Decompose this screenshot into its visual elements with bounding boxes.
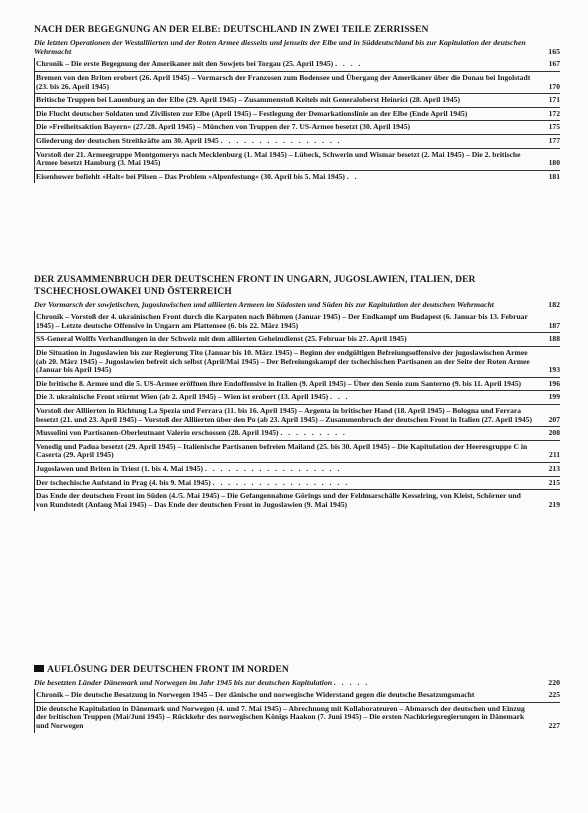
entry-page: 172 (548, 108, 560, 118)
entry-text: Eisenhower befiehlt »Halt« bei Pilsen – Das Problem »Alpenfestung« (30. April bis 5. Mai 1945) (36, 171, 345, 181)
heading-marker (34, 665, 44, 672)
entry-page: 181 (548, 171, 560, 181)
entry-text: Vorstoß der Alliierten in Richtung La Spezia und Ferrara (11. bis 16. April 1945) – Argenta in britischer Hand (18. April 1945) – Bologna und Ferrara besetzt (21. und 23. April 1945) – Vorstoß der Alliierten über den Po (ab 23. April 1945) – Zusammenbruch der deutschen Front in Italien (27. April 1945) (36, 405, 533, 424)
section-intro (34, 678, 560, 687)
toc-entry[interactable] (35, 463, 560, 477)
section-suedosten (34, 274, 560, 511)
entry-text: Die Flucht deutscher Soldaten und Zivilisten zur Elbe (April 1945) – Festlegung der Demarkationslinie an der Elbe (Ende April 1945) (36, 108, 468, 118)
entry-page: 199 (548, 392, 560, 402)
toc-entry[interactable] (35, 72, 560, 94)
toc-entry[interactable] (35, 405, 560, 427)
entry-text: Die Situation in Jugoslawien bis zur Regierung Tito (Januar bis 10. März 1945) – Beginn der endgültigen Befreiungsoffensive der jugoslawischen Armee (ab 20. März 1945) – Jugoslawien befreit sich selbst (April/Mai 1945) – Der Befreiungskampf der tschechischen Partisanen an der Seite der Roten Armee (Januar bis April 1945) (36, 347, 530, 375)
entry-page: 196 (548, 378, 560, 388)
entry-text: Vorstoß der 21. Armeegruppe Montgomerys nach Mecklenburg (1. Mai 1945) – Lübeck, Schwerin und Wismar besetzt (2. Mai 1945) – Die 2. britische Armee besetzt Hamburg (3. Mai 1945) (36, 149, 521, 168)
section-title-text: AUFLÖSUNG DER DEUTSCHEN FRONT IM NORDEN (47, 664, 289, 675)
section-intro-text: Der Vormarsch der sowjetischen, jugoslawischen und alliierten Armeen im Südosten und Süden bis zur Kapitulation der deutschen Wehrmacht (34, 300, 494, 309)
entry-text: Die britische 8. Armee und die 5. US-Armee eröffnen ihre Endoffensive in Italien (9. April 1945) – Über den Senio zum Santerno (9. bis 11. April 1945) (36, 378, 522, 388)
entry-dots: . . . . (335, 59, 363, 69)
toc-entry[interactable] (35, 58, 560, 72)
entry-text: Chronik – Vorstoß der 4. ukrainischen Front durch die Karpaten nach Böhmen (Januar 1945) – Der Endkampf um Budapest (6. Januar bis 13. Februar 1945) – Letzte deutsche Offensive in Ungarn am Plattensee (6. bis 22. März 1945) (36, 312, 528, 330)
entry-text: Jugoslawen und Briten in Triest (1. bis 4. Mai 1945) (36, 463, 204, 473)
entry-text: SS-General Wolffs Verhandlungen in der Schweiz mit dem alliierten Geheimdienst (25. Februar bis 27. April 1945) (36, 334, 407, 344)
toc-entry[interactable] (35, 171, 560, 184)
entry-list (34, 689, 560, 732)
entry-text: Die 3. ukrainische Front stürmt Wien (ab 2. April 1945) – Wien ist erobert (13. April 1945) (36, 392, 329, 402)
entry-page: 170 (548, 81, 560, 91)
entry-page: 219 (548, 499, 560, 509)
entry-text: Das Ende der deutschen Front im Süden (4./5. Mai 1945) – Die Gefangennahme Görings und der Feldmarschälle Kesselring, von Kleist, Schörner und von Rundstedt (Anfang Mai 1945) – Das Ende der deutschen Front in Jugoslawien (9. Mai 1945) (36, 491, 521, 509)
entry-list (34, 58, 560, 183)
section-intro-page: 220 (548, 678, 560, 687)
section-title (34, 664, 560, 676)
toc-entry[interactable] (35, 703, 560, 733)
section-intro-dots: . . . . . (334, 678, 370, 687)
entry-page: 177 (548, 135, 560, 145)
entry-text: Die deutsche Kapitulation in Dänemark und Norwegen (4. und 7. Mai 1945) – Abrechnung mit Kollaborateuren – Abmarsch der deutschen und Einzug der britischen Truppen (Mai/Juni 1945) – Rückkehr des norwegischen Königs Haakon (7. Juni 1945) – Die ersten Nachkriegsregierungen in Dänemark und Norwegen (36, 703, 525, 730)
entry-dots: . . . (330, 392, 350, 402)
entry-page: 175 (548, 122, 560, 132)
entry-dots: . . . . . . . . . . . . . . . . . . (204, 463, 342, 473)
toc-entry[interactable] (35, 477, 560, 491)
entry-text: Chronik – Die erste Begegnung der Amerikaner mit den Sowjets bei Torgau (25. April 1945) (36, 59, 334, 69)
section-title: NACH DER BEGEGNUNG AN DER ELBE: DEUTSCHLAND IN ZWEI TEILE ZERRISSEN (34, 24, 429, 35)
entry-text: Britische Truppen bei Lauenburg an der Elbe (29. April 1945) – Zusammenstoß Keitels mit Generaloberst Heinrici (28. April 1945) (36, 95, 460, 105)
section-intro-text: Die letzten Operationen der Westalliierten und der Roten Armee diesseits und jenseits der Elbe und in Süddeutschland bis zur Kapitulation der deutschen Wehrmacht (34, 38, 526, 57)
section-intro (34, 300, 560, 309)
toc-entry[interactable] (35, 490, 560, 511)
entry-page: 180 (548, 158, 560, 168)
entry-page: 225 (548, 690, 560, 700)
entry-page: 211 (549, 450, 560, 460)
toc-entry[interactable] (35, 441, 560, 463)
entry-dots: . . . . . . . . . . . . . . . . . . (212, 477, 350, 487)
entry-text: Mussolini von Partisanen-Oberleutnant Valerio erschossen (28. April 1945) (36, 428, 279, 438)
section-intro (34, 38, 560, 56)
entry-page: 227 (548, 720, 560, 730)
entry-text: Gliederung der deutschen Streitkräfte am 30. April 1945 (36, 135, 219, 145)
toc-entry[interactable] (35, 378, 560, 392)
entry-dots: . . . . . . . . . . . . . . . . (220, 135, 342, 145)
section-title: DER ZUSAMMENBRUCH DER DEUTSCHEN FRONT IN UNGARN, JUGOSLAWIEN, ITALIEN, DER TSCHECHOSLOWAKEI UND ÖSTERREICH (34, 274, 476, 297)
entry-dots: . . . . . . . . . (280, 428, 347, 438)
section-elbe (34, 24, 560, 183)
entry-page: 188 (548, 334, 560, 344)
toc-entry[interactable] (35, 333, 560, 347)
entry-page: 193 (548, 365, 560, 375)
entry-text: Die »Freiheitsaktion Bayern« (27./28. April 1945) – München von Truppen der 7. US-Armee besetzt (30. April 1945) (36, 122, 411, 132)
entry-page: 215 (548, 477, 560, 487)
entry-list (34, 311, 560, 511)
toc-entry[interactable] (35, 94, 560, 108)
toc-entry[interactable] (35, 391, 560, 405)
entry-page: 171 (548, 95, 560, 105)
entry-page: 167 (548, 59, 560, 69)
toc-entry[interactable] (35, 121, 560, 135)
section-norden (34, 664, 560, 733)
toc-entry[interactable] (35, 108, 560, 122)
section-intro-text: Die besetzten Länder Dänemark und Norwegen im Jahr 1945 bis zur deutschen Kapitulation (34, 678, 333, 687)
entry-text: Bremen von den Briten erobert (26. April 1945) – Vormarsch der Franzosen zum Bodensee und Übergang der Amerikaner über die Donau bei Ingolstadt (23. bis 26. April 1945) (36, 73, 531, 91)
entry-page: 208 (548, 428, 560, 438)
toc-entry[interactable] (35, 689, 560, 703)
toc-entry[interactable] (35, 135, 560, 149)
entry-page: 187 (548, 320, 560, 330)
section-intro-page: 182 (548, 300, 560, 309)
entry-page: 207 (548, 414, 560, 424)
entry-dots: . . (346, 171, 359, 181)
toc-entry[interactable] (35, 311, 560, 333)
toc-entry[interactable] (35, 149, 560, 171)
entry-page: 213 (548, 463, 560, 473)
toc-entry[interactable] (35, 427, 560, 441)
section-intro-page: 165 (548, 47, 560, 57)
entry-text: Der tschechische Aufstand in Prag (4. bis 9. Mai 1945) (36, 477, 211, 487)
entry-text: Venedig und Padua besetzt (29. April 1945) – Italienische Partisanen befreien Mailand (25. bis 30. April 1945) – Die Kapitulation der Heeresgruppe C in Caserta (29. April 1945) (36, 441, 528, 460)
toc-entry[interactable] (35, 347, 560, 378)
entry-text: Chronik – Die deutsche Besatzung in Norwegen 1945 – Der dänische und norwegische Widerstand gegen die deutsche Besatzungsmacht (36, 690, 475, 700)
